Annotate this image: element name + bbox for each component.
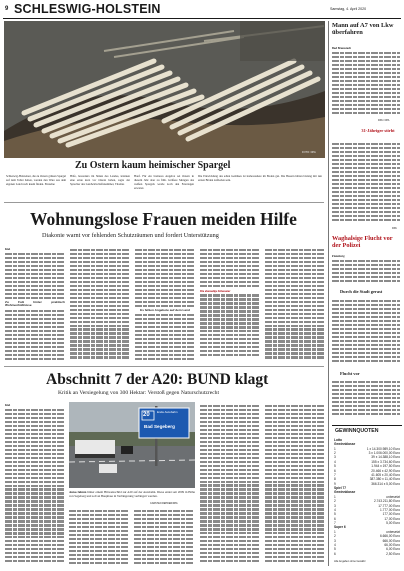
a20-place: Kiel [5,403,11,407]
lotto-row-value: 387.380 x 11,40 Euro [369,477,400,482]
lotto-row-label: 8 [334,477,336,482]
asparagus-photo [4,21,325,158]
brief-dead-credit: DPA [392,227,397,230]
page-number: 9 [5,6,9,12]
lotto-row-label: 5 [334,464,336,469]
lotto-row-value: unbesetzt [386,529,400,534]
lotto-row-label: Super 6 [334,525,346,530]
lotto-row-value: 177,00 Euro [382,512,400,517]
brief-police-headline: Waghalsige Flucht vor der Polizei [332,235,393,249]
lotto-row-label: 2 [334,499,336,504]
a20-col-3 [134,508,194,567]
lotto-row-value: 6,00 Euro [386,547,400,552]
lotto-row-value: 2.743.211,80 Euro [374,499,400,504]
a20-caption-text: hinter einem Hinweisschild zur A20 auf der Autobahn. Diese endet seit 2009 in Höhe von Segeberg und soll an Bauphase in Verlängerung verlängert werden. [69,490,195,498]
lotto-row-value: 2,50 Euro [386,551,400,556]
lotto-row-value: 66,00 Euro [384,542,400,547]
brief-police-subhead: Durch die Stadt gerast [340,289,383,294]
women-subheadline: Diakonie warnt vor fehlenden Schutzräumen und fordert Unterstützung [42,232,219,239]
women-col-3 [135,247,195,362]
a20-sign-label: Bad Segeberg [144,424,175,429]
lotto-row-value: 155 x 3.734,60 Euro [371,459,400,464]
women-col-5 [265,247,325,362]
section-title: SCHLESWIG-HOLSTEIN [14,2,161,16]
asparagus-caption-4: Die Entwicklung des edlen Gemüses ist insbesondere im Boden gut. Die Bauern hätten bislang mit den ersten Böden zufrieden sein. [198,174,322,182]
lotto-row-label: 6 [334,468,336,473]
brief-police-place: Flensburg [332,254,345,258]
right-column-divider [328,21,329,566]
lotto-row-label: 1 [334,494,336,499]
header-rule [3,18,401,19]
brief-dead-headline: 31-Jähriger stirbt [361,128,395,133]
lotto-row-label: 5 [334,512,336,517]
lotto-row-value: 6.666,00 Euro [379,534,400,539]
a20-highway-illustration [69,402,195,488]
a20-caption [69,490,195,502]
a20-sign-number: 20 [143,412,150,418]
asparagus-caption-2: Höfe, besonders im Süden des Landes, könnten eine ernte kurz vor Ostern haben, sagte der Sprecher des Landwirtschaftskammer, Thomas [70,174,130,186]
lotto-row-label: 4 [334,507,336,512]
lotto-row-value: 5,00 Euro [386,521,400,526]
a20-caption-label: Autos fahren [69,490,87,494]
lotto-row-value: 41.605 x 20,40 Euro [371,472,400,477]
brief-police-body [332,254,400,288]
lotto-row-label: Spiel 77 [334,486,347,491]
a20-subheadline: Kritik an Versiegelung von 300 Hektar: Verstoß gegen Naturschutzrecht [58,390,220,396]
lotto-row-label: Gewinnklasse [334,490,356,495]
lotto-row-value: 20.466 x 42,90 Euro [371,468,400,473]
a20-headline: Abschnitt 7 der A20: BUND klagt [46,371,269,388]
asparagus-illustration [4,21,325,158]
a20-photo-credit: CARSTEN REHDER/DPA [150,502,178,505]
lotto-row-label: Lotto [334,438,342,442]
lotto-row-label: Gewinnklasse [334,442,356,447]
brief-dead-body [332,141,400,229]
lotto-row-value: 366.314 x 5,00 Euro [371,481,400,486]
lotto-row-label: 1 [334,529,336,534]
lotto-row-value: 1 x 14.300.989,10 Euro [366,446,400,451]
lotto-row-label: 5 [334,547,336,552]
lotto-row-value: 17.777,00 Euro [378,503,400,508]
asparagus-headline: Zu Ostern kaum heimischer Spargel [75,160,231,171]
women-place: Kiel [5,247,11,251]
women-col-4 [200,247,260,362]
lotto-row-label: 6 [334,516,336,521]
lotto-row-label: 6 [334,551,336,556]
lotto-row-label: 3 [334,455,336,460]
lotto-row-label: 7 [334,521,336,526]
lotto-row-label: 4 [334,459,336,464]
lotto-row-label: 9 [334,481,336,486]
lotto-footnote: Alle Angaben ohne Gewähr [334,560,366,563]
asparagus-caption-1: Schleswig-Holsteiner, die zu Ostern grünen Spargel auf dem Teller haben, werden den Ware aus dem eigenen Land noch kaum finden. Einzelne [6,174,66,186]
a20-sign-top: Ende Autobahn [157,410,178,414]
lotto-rows [332,438,402,558]
a20-photo [69,402,195,488]
lotto-row-value: 666,00 Euro [382,538,400,543]
lotto-box [332,425,402,567]
lotto-row-value: 3 x 1.006.000,00 Euro [368,451,400,456]
lotto-row-label: 3 [334,538,336,543]
lotto-row-value: 1.777,00 Euro [379,507,400,512]
lotto-row-label: 3 [334,503,336,508]
lotto-row-label: 1 [334,446,336,451]
women-subhead-2: Es fehlen Angebote auf dem Land [140,307,190,312]
brief-flight-body [332,379,400,421]
brief-lkw-place: Bad Bramstedt [332,46,351,50]
women-subhead-1: Zu Fuß hinter praktisch Wohnverhältnisse [5,299,65,308]
a20-col-4 [200,403,260,567]
women-quote-label: Die ehemalige Kilometer [200,288,231,293]
issue-date: Samstag, 4. April 2020 [330,7,367,11]
brief-flight-headline: Flucht vor [340,371,360,376]
asparagus-caption-3: Hanf. Für ein breiteres Angebot sei Ostern in diesem Jahr aber zu früh. Größere Mengen des weißen Spargels werde noch den Feiertagen erwartet. [134,174,194,190]
women-col-2 [70,247,130,362]
lotto-row-value: unbesetzt [386,494,400,499]
lotto-row-label: 2 [334,451,336,456]
a20-top-rule [4,366,324,367]
lotto-row-label: 2 [334,534,336,539]
brief-lkw-headline: Mann auf A7 von Lkw überfahren [332,22,394,36]
women-top-rule [4,202,324,203]
women-headline: Wohnungslose Frauen meiden Hilfe [30,209,297,229]
photo-credit: FOTO: DPA [302,151,316,154]
a20-col-2 [69,508,129,567]
women-col-1 [5,247,65,362]
lotto-row-label: 4 [334,542,336,547]
a20-col-5 [265,403,325,567]
brief-lkw-credit: DPA / DPA [378,119,390,122]
lotto-title: GEWINNQUOTEN [335,428,379,434]
brief-police-body-2 [332,298,400,370]
lotto-row-value: 1.944 x 197,50 Euro [371,464,400,469]
lotto-row-value: 17,00 Euro [384,516,400,521]
lotto-row-value: 39 x 14.388,10 Euro [371,455,400,460]
a20-col-1 [5,403,65,567]
lotto-row-label: 7 [334,472,336,477]
brief-lkw-body [332,46,400,118]
